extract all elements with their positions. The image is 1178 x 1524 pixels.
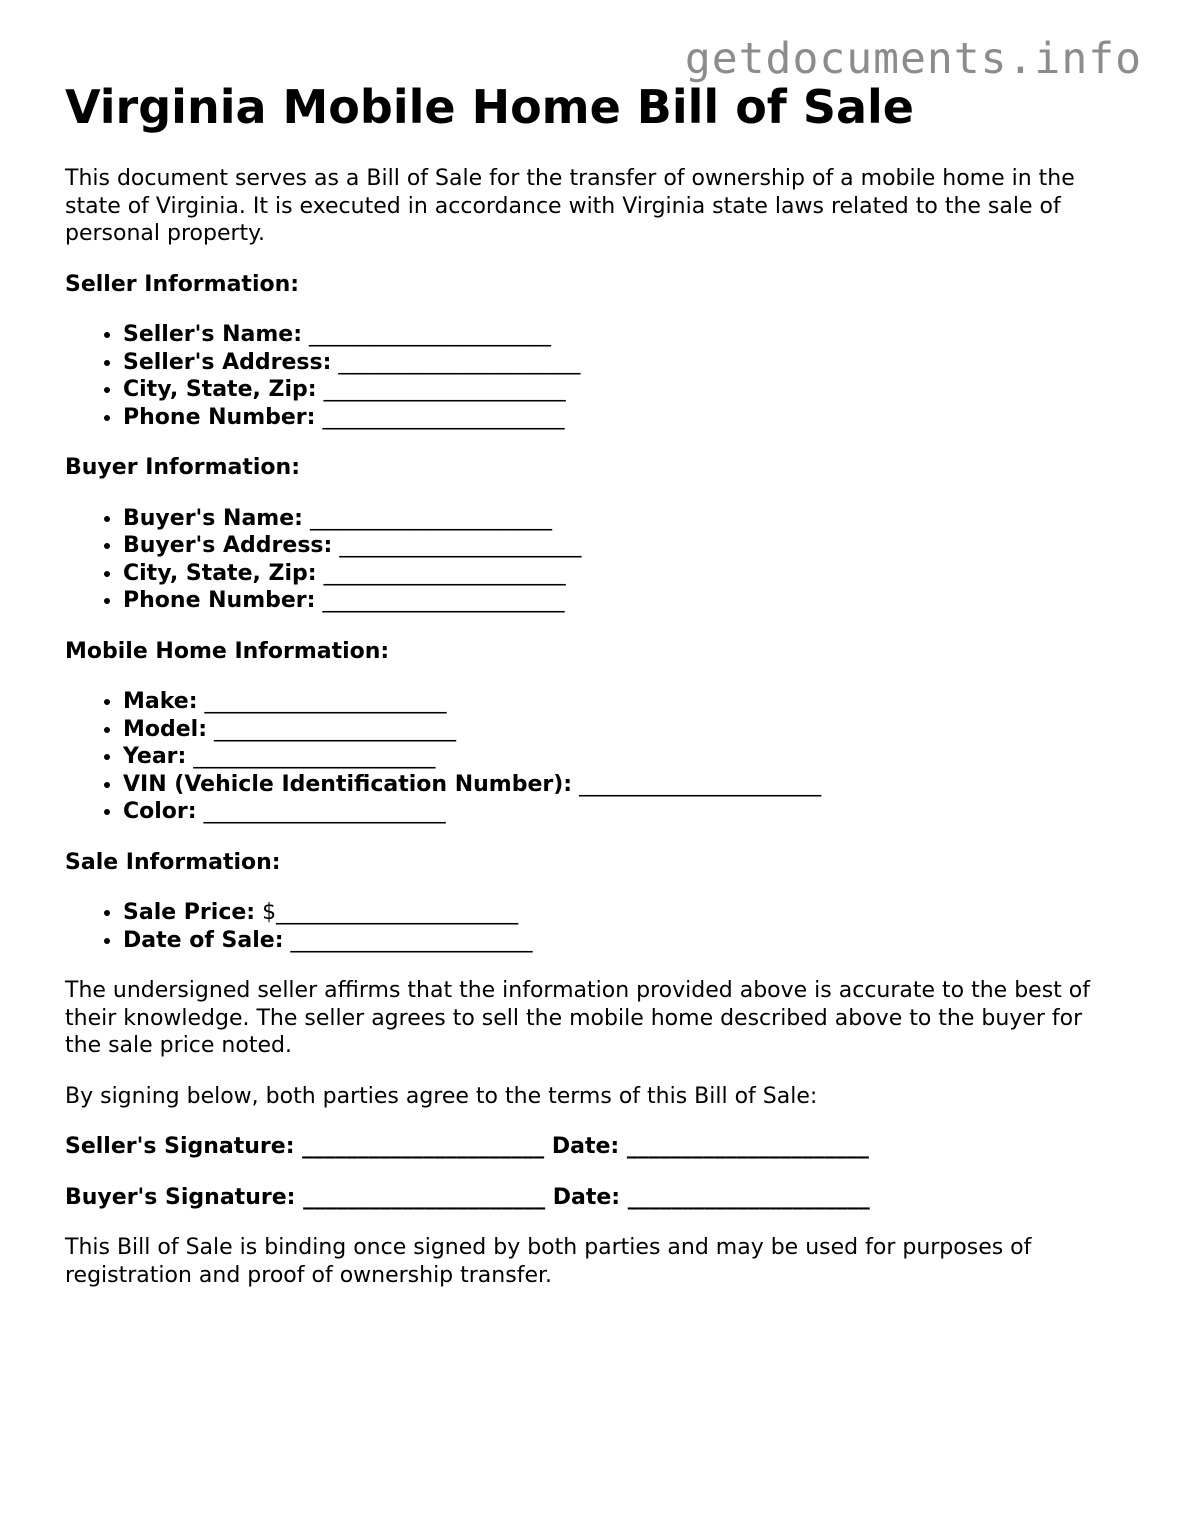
- sale-fields-list: [65, 899, 1125, 954]
- fill-in-line[interactable]: ______________________: [204, 689, 447, 715]
- buyer-phone-field: [123, 587, 1125, 615]
- buyer-name-field: [123, 505, 1125, 533]
- buyer-date-label: Date:: [552, 1184, 621, 1210]
- seller-signature-blank[interactable]: ______________________: [302, 1134, 545, 1160]
- closing-paragraph: This Bill of Sale is binding once signed by both parties and may be used for purposes of registration and proof of ownership transfer.: [65, 1235, 1032, 1288]
- fill-in-line[interactable]: ______________________: [338, 349, 581, 375]
- affirmation-paragraph: The undersigned seller affirms that the information provided above is accurate to the best of their knowledge. The seller agrees to sell the mobile home described above to the buyer for the sale price noted.: [65, 978, 1090, 1059]
- document-title: Virginia Mobile Home Bill of Sale: [65, 80, 914, 134]
- fill-in-line[interactable]: ______________________: [309, 505, 552, 531]
- seller-signature-line: [65, 1133, 1125, 1161]
- fill-in-line[interactable]: ______________________: [322, 588, 565, 614]
- intro-paragraph: This document serves as a Bill of Sale for the transfer of ownership of a mobile home in the state of Virginia. It is executed in accordance with Virginia state laws related to the sale of personal property.: [65, 166, 1075, 247]
- fill-in-line[interactable]: ______________________: [339, 533, 582, 559]
- home-vin-field: [123, 771, 1125, 799]
- buyer-section-heading: Buyer Information:: [65, 455, 300, 481]
- sale-section-heading: Sale Information:: [65, 849, 281, 875]
- field-label: Date of Sale:: [123, 927, 284, 953]
- home-color-field: [123, 798, 1125, 826]
- seller-city-state-zip-field: [123, 376, 1125, 404]
- field-label: Color:: [123, 799, 197, 825]
- buyer-address-field: [123, 532, 1125, 560]
- buyer-city-state-zip-field: [123, 560, 1125, 588]
- field-label: Year:: [123, 744, 187, 770]
- buyer-signature-label: Buyer's Signature:: [65, 1184, 296, 1210]
- home-model-field: [123, 716, 1125, 744]
- seller-date-blank[interactable]: ______________________: [626, 1134, 869, 1160]
- seller-phone-field: [123, 404, 1125, 432]
- field-label: Phone Number:: [123, 588, 316, 614]
- field-label: Make:: [123, 689, 198, 715]
- home-make-field: [123, 688, 1125, 716]
- fill-in-line[interactable]: ______________________: [322, 404, 565, 430]
- field-label: Seller's Name:: [123, 322, 303, 348]
- fill-in-line[interactable]: $______________________: [262, 900, 519, 926]
- field-label: City, State, Zip:: [123, 377, 317, 403]
- seller-signature-label: Seller's Signature:: [65, 1134, 295, 1160]
- buyer-signature-line: [65, 1184, 1125, 1212]
- buyer-date-blank[interactable]: ______________________: [627, 1184, 870, 1210]
- field-label: Phone Number:: [123, 404, 316, 430]
- fill-in-line[interactable]: ______________________: [193, 744, 436, 770]
- watermark: getdocuments.info: [684, 34, 1142, 84]
- home-year-field: [123, 743, 1125, 771]
- fill-in-line[interactable]: ______________________: [309, 322, 552, 348]
- home-section-heading: Mobile Home Information:: [65, 638, 390, 664]
- home-fields-list: [65, 688, 1125, 826]
- buyer-fields-list: [65, 505, 1125, 615]
- field-label: Model:: [123, 716, 208, 742]
- buyer-signature-blank[interactable]: ______________________: [303, 1184, 546, 1210]
- seller-fields-list: [65, 321, 1125, 431]
- field-label: Seller's Address:: [123, 349, 332, 375]
- field-label: City, State, Zip:: [123, 560, 317, 586]
- fill-in-line[interactable]: ______________________: [290, 927, 533, 953]
- field-label: Buyer's Name:: [123, 505, 303, 531]
- fill-in-line[interactable]: ______________________: [323, 377, 566, 403]
- agreement-paragraph: By signing below, both parties agree to the terms of this Bill of Sale:: [65, 1083, 818, 1109]
- field-label: Sale Price:: [123, 900, 256, 926]
- sale-price-field: [123, 899, 1125, 927]
- fill-in-line[interactable]: ______________________: [579, 771, 822, 797]
- sale-date-field: [123, 927, 1125, 955]
- seller-date-label: Date:: [551, 1134, 620, 1160]
- field-label: Buyer's Address:: [123, 533, 333, 559]
- field-label: VIN (Vehicle Identification Number):: [123, 771, 573, 797]
- fill-in-line[interactable]: ______________________: [323, 560, 566, 586]
- fill-in-line[interactable]: ______________________: [203, 799, 446, 825]
- seller-address-field: [123, 349, 1125, 377]
- seller-section-heading: Seller Information:: [65, 271, 300, 297]
- document-page: [65, 80, 1125, 1289]
- seller-name-field: [123, 321, 1125, 349]
- fill-in-line[interactable]: ______________________: [214, 716, 457, 742]
